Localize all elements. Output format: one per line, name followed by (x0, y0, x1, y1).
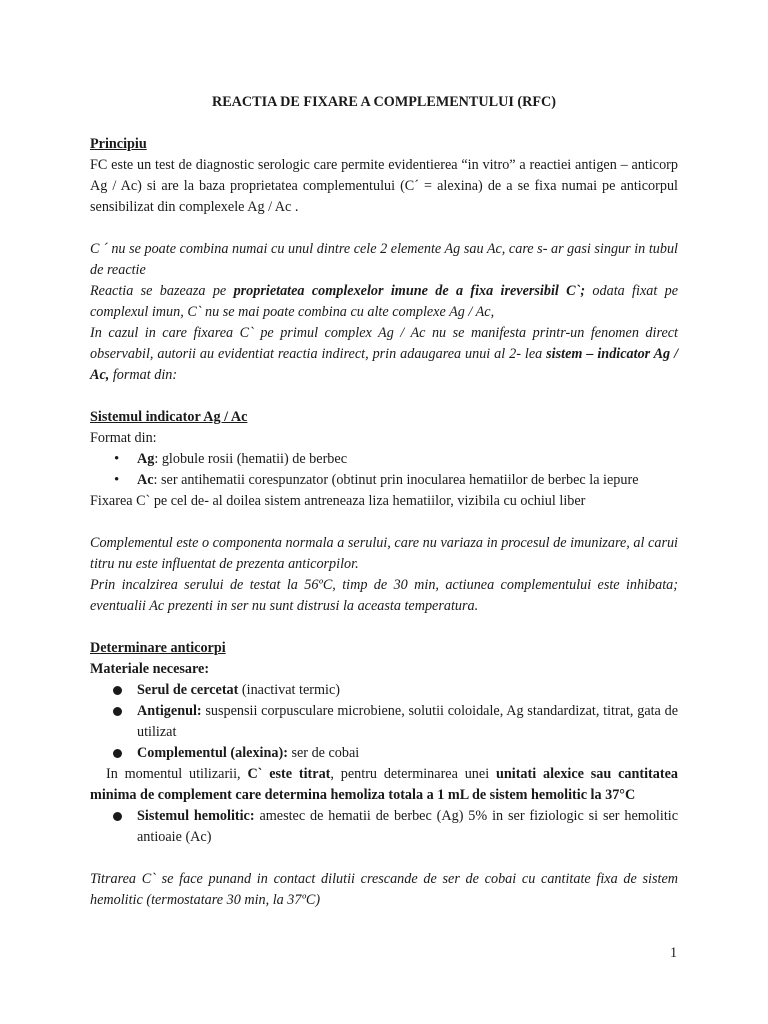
sistem-intro: Format din: (90, 430, 157, 446)
mid-text-a: In momentul utilizarii, (106, 766, 248, 782)
p3-text-c: odata fixat pe complexul imun, C` nu se mai poate combina cu alte complexe Ag / Ac, (90, 283, 678, 320)
materials-subheading: Materiale necesare: (90, 661, 210, 677)
final-paragraph: Titrarea C` se face punand in contact dilutii crescande de ser de cobai cu cantitate fixa de sistem hemolitic (termostatare 30 min, la 37ºC) (90, 871, 678, 908)
list-item-label: Complementul (alexina): (137, 745, 288, 761)
mid-bold-d: unitati alexice sau cantitatea minima de complement care determina hemoliza totala a 1 mL de sistem hemolitic la 37°C (90, 766, 678, 803)
mid-text-c: , pentru determinarea unei (330, 766, 496, 782)
section-heading-determinare: Determinare anticorpi (90, 640, 226, 656)
p4-bold-text: sistem – indicator Ag / Ac, (90, 346, 679, 383)
titration-paragraph (90, 764, 678, 806)
list-item-label: Antigenul: (137, 703, 202, 719)
list-item (90, 701, 678, 743)
section-heading-principiu: Principiu (90, 136, 147, 152)
list-item-label: Sistemul hemolitic: (137, 808, 255, 824)
list-item-label: Serul de cercetat (137, 682, 239, 698)
sistem-component-list (90, 449, 678, 491)
section-heading-sistem-indicator: Sistemul indicator Ag / Ac (90, 409, 248, 425)
hemolytic-list (90, 806, 678, 848)
sistem-paragraph-1: Complementul este o componenta normala a serului, care nu variaza in procesul de imunizare, al carui titru nu este influentat de prezenta anticorpilor. (90, 535, 678, 572)
list-item-label: Ac (137, 472, 154, 488)
principiu-paragraph-2: C ´ nu se poate combina numai cu unul dintre cele 2 elemente Ag sau Ac, care s- ar gasi singur in tubul de reactie (90, 241, 678, 278)
list-item (90, 470, 678, 491)
list-item-text: ser de cobai (287, 745, 360, 761)
mid-bold-b: C` este titrat (247, 766, 331, 782)
p4-text-a: In cazul in care fixarea C` pe primul complex Ag / Ac nu se manifesta printr-un fenomen direct observabil, autorii au evidentiat reactia indirect, prin adaugarea unui al 2- lea (90, 325, 678, 362)
list-item-label: Ag (137, 451, 155, 467)
list-item-text: suspensii corpusculare microbiene, solutii coloidale, Ag standardizat, titrat, gata de utilizat (137, 703, 678, 740)
list-item (90, 680, 678, 701)
principiu-paragraph-3 (90, 281, 678, 323)
page-number: 1 (670, 945, 678, 961)
list-item-text: : globule rosii (hematii) de berbec (154, 451, 347, 467)
p3-text-a: Reactia se bazeaza pe (90, 283, 234, 299)
list-item (90, 449, 678, 470)
materials-list (90, 680, 678, 764)
list-item-text: (inactivat termic) (238, 682, 341, 698)
principiu-paragraph-4 (90, 323, 678, 386)
document-body (90, 92, 678, 911)
principiu-paragraph-1: FC este un test de diagnostic serologic care permite evidentierea “in vitro” a reactiei antigen – anticorp Ag / Ac) si are la baza proprietatea complementului (C´ = alexina) de a se fixa numai pe anticorpul sensibilizat din complexele Ag / Ac . (90, 157, 678, 215)
sistem-paragraph-2: Prin incalzirea serului de testat la 56ºC, timp de 30 min, actiunea complementului este inhibata; eventualii Ac prezenti in ser nu sunt distrusi la aceasta temperatura. (90, 577, 678, 614)
list-item (90, 743, 678, 764)
page-title: REACTIA DE FIXARE A COMPLEMENTULUI (RFC) (211, 94, 557, 110)
list-item-text: amestec de hematii de berbec (Ag) 5% in ser fiziologic si ser hemolitic antioaie (Ac) (137, 808, 678, 845)
sistem-after-text: Fixarea C` pe cel de- al doilea sistem antreneaza liza hematiilor, vizibila cu ochiul liber (90, 493, 586, 509)
list-item-text: : ser antihematii corespunzator (obtinut prin inocularea hematiilor de berbec la iepure (153, 472, 639, 488)
p3-bold-text: proprietatea complexelor imune de a fixa ireversibil C`; (233, 283, 586, 299)
p4-text-c: format din: (109, 367, 178, 383)
list-item (90, 806, 678, 848)
